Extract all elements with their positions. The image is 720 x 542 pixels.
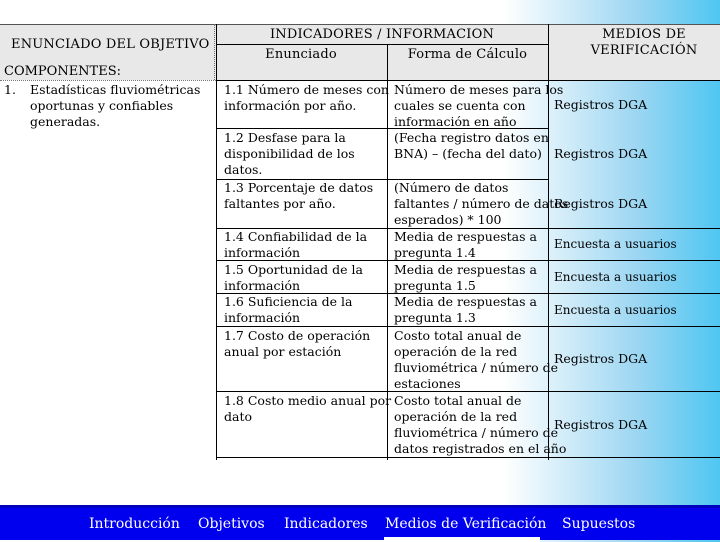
header-dotted-bottom — [0, 80, 216, 81]
row-5-enunciado: 1.5 Oportunidad de la información — [224, 262, 363, 293]
nav-link-medios-verificacion[interactable]: Medios de Verificación — [385, 516, 547, 532]
header-enunciado-objetivo: ENUNCIADO DEL OBJETIVO — [11, 37, 210, 52]
row-8-enunciado: 1.8 Costo medio anual por dato — [224, 393, 392, 424]
row-6-medio: Encuesta a usuarios — [554, 303, 677, 317]
header-medios-verificacion: MEDIOS DE VERIFICACIÓN — [590, 27, 698, 58]
header-indicadores: INDICADORES / INFORMACION — [269, 27, 495, 42]
row-8-forma: Costo total anual de operación de la red fluviométrica / número de datos registrados en el año — [394, 393, 567, 456]
header-top-border — [0, 24, 720, 25]
row-1-forma: Número de meses para los cuales se cuenta con información en año — [394, 82, 564, 129]
header-forma-calculo: Forma de Cálculo — [407, 47, 528, 62]
row-1-medio: Registros DGA — [554, 97, 648, 112]
componentes-label: COMPONENTES: — [4, 64, 122, 79]
row-6-enunciado: 1.6 Suficiencia de la información — [224, 294, 353, 325]
row-3-forma: (Número de datos faltantes / número de datos esperados) * 100 — [394, 180, 569, 227]
row-3-enunciado: 1.3 Porcentaje de datos faltantes por año. — [224, 180, 374, 211]
row-5-medio: Encuesta a usuarios — [554, 270, 677, 284]
row-5-forma: Media de respuestas a pregunta 1.5 — [394, 262, 537, 293]
row-2-medio: Registros DGA — [554, 146, 648, 161]
nav-link-supuestos[interactable]: Supuestos — [562, 516, 636, 532]
row-3-medio: Registros DGA — [554, 196, 648, 211]
objective-text: Estadísticas fluviométricas oportunas y confiables generadas. — [30, 82, 201, 129]
row-7-enunciado: 1.7 Costo de operación anual por estación — [224, 328, 371, 359]
row-8-medio: Registros DGA — [554, 417, 648, 432]
header-sub-divider — [216, 44, 548, 45]
indicator-matrix-table — [0, 24, 720, 460]
bottom-nav-bar — [0, 505, 720, 540]
header-enunciado: Enunciado — [265, 47, 337, 62]
row-7-forma: Costo total anual de operación de la red fluviométrica / número de estaciones — [394, 328, 559, 391]
nav-link-indicadores[interactable]: Indicadores — [284, 516, 368, 532]
row-2-enunciado: 1.2 Desfase para la disponibilidad de los datos. — [224, 130, 355, 177]
objective-number: 1. — [4, 82, 16, 97]
row-1-enunciado: 1.1 Número de meses con información por año. — [224, 82, 389, 113]
row-4-medio: Encuesta a usuarios — [554, 237, 677, 251]
row-4-forma: Media de respuestas a pregunta 1.4 — [394, 229, 537, 260]
header-dotted-left — [214, 24, 215, 80]
col-divider-1 — [216, 24, 217, 460]
row-7-medio: Registros DGA — [554, 351, 648, 366]
row-sep-6 — [216, 326, 720, 327]
header-bottom-border — [216, 80, 720, 81]
row-2-forma: (Fecha registro datos en BNA) – (fecha del dato) — [394, 130, 549, 161]
nav-link-objetivos[interactable]: Objetivos — [198, 516, 265, 532]
row-4-enunciado: 1.4 Confiabilidad de la información — [224, 229, 368, 260]
row-sep-8 — [216, 457, 720, 458]
nav-link-introduccion[interactable]: Introducción — [89, 516, 180, 532]
row-6-forma: Media de respuestas a pregunta 1.3 — [394, 294, 537, 325]
